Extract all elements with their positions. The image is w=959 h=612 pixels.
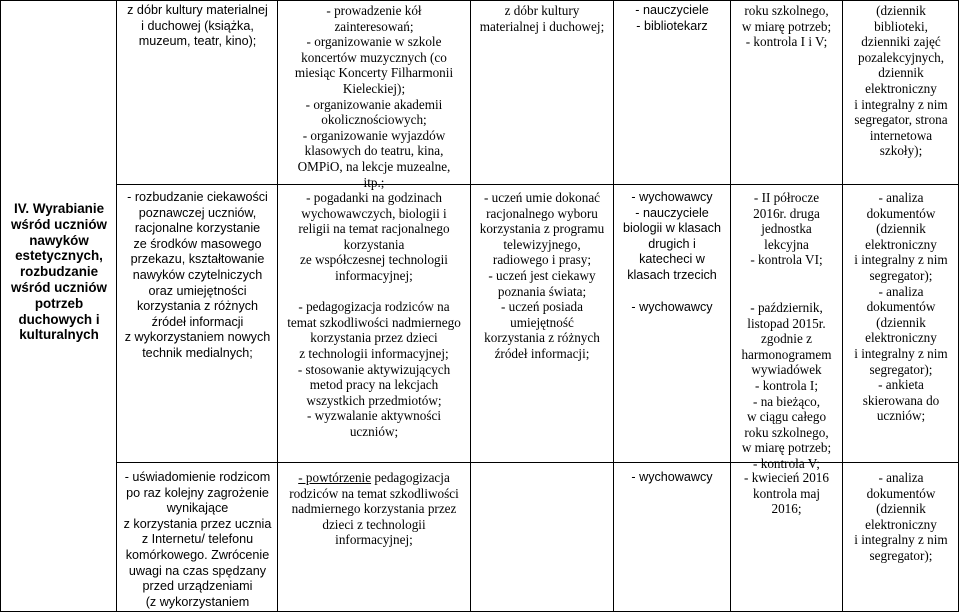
- responsible-text-1: - nauczyciele - bibliotekarz: [635, 3, 709, 33]
- activities-text-3: [280, 470, 468, 548]
- responsible-text-3: - wychowawcy: [631, 300, 713, 314]
- evaluation-text-2: - analiza dokumentów (dziennik elektroniczny i integralny z nim segregator); - analiza dokumentów (dziennik elektroniczny i integralny z nim segregator); - ankieta skierowana do uczniów;: [854, 190, 948, 424]
- responsible-text-4: - wychowawcy: [631, 470, 713, 484]
- outcome-text-1: z dóbr kultury materialnej i duchowej;: [479, 3, 605, 34]
- activities-text-3-rest: pedagogizacja rodziców na temat szkodliwości nadmiernego korzystania przez dzieci z technologii informacyjnej;: [289, 470, 459, 548]
- activities-text-2: - pogadanki na godzinach wychowawczych, biologii i religii na temat racjonalnego korzystania ze współczesnej technologii informacyjnej; - pedagogizacja rodziców na temat szkodliwości nadmiernego korzystania przez dzieci z technologii informacyjnej; - stosowanie aktywizujących metod pracy na lekcjach wszystkich przedmiotów; - wyzwalanie aktywności uczniów;: [287, 190, 461, 439]
- schedule-text-2: - II półrocze 2016r. druga jednostka lekcyjna - kontrola VI;: [750, 190, 823, 268]
- responsible-text-2: - wychowawcy - nauczyciele biologii w klasach drugich i katecheci w klasach trzecich: [622, 190, 721, 282]
- schedule-text-1: roku szkolnego, w miarę potrzeb; - kontrola I i V;: [741, 3, 832, 50]
- schedule-text-4: - kwiecień 2016 kontrola maj 2016;: [744, 470, 829, 517]
- goal-text-2: - rozbudzanie ciekawości poznawczej uczniów, racjonalne korzystanie ze środków masowego przekazu, kształtowanie nawyków czytelniczych oraz umiejętności korzystania z różnych źródeł informacji z wykorzystaniem nowych technik medialnych;: [124, 190, 271, 360]
- activities-text-1: - prowadzenie kół zainteresowań; - organizowanie w szkole koncertów muzycznych (co miesiąc Koncerty Filharmonii Kieleckiej); - organizowanie akademii okolicznościowych; - organizowanie wyjazdów klasowych do teatru, kina, OMPiO, na lekcje muzealne, itp.;: [294, 3, 454, 190]
- goal-text-1: z dóbr kultury materialnej i duchowej (książka, muzeum, teatr, kino);: [127, 3, 268, 49]
- repeat-marker: - powtórzenie: [298, 470, 372, 485]
- evaluation-text-3: - analiza dokumentów (dziennik elektroniczny i integralny z nim segregator);: [854, 470, 948, 563]
- goal-text-3: - uświadomienie rodzicom po raz kolejny zagrożenie wynikające z korzystania przez ucznia z Internetu/ telefonu komórkowego. Zwrócenie uwagi na czas spędzany przed urządzeniami (z wykorzystaniem: [123, 470, 272, 609]
- outcome-text-2: - uczeń umie dokonać racjonalnego wyboru korzystania z programu telewizyjnego, radiowego i prasy; - uczeń jest ciekawy poznania świata; - uczeń posiada umiejętność korzystania z różnych źródeł informacji;: [479, 190, 605, 361]
- schedule-text-3: - październik, listopad 2015r. zgodnie z harmonogramem wywiadówek - kontrola I; - na bieżąco, w ciągu całego roku szkolnego, w miarę potrzeb; - kontrola V;: [741, 300, 832, 471]
- section-heading: IV. Wyrabianie wśród uczniów nawyków estetycznych, rozbudzanie wśród uczniów potrzeb duchowych i kulturalnych: [11, 201, 107, 343]
- evaluation-text-1: (dziennik biblioteki, dzienniki zajęć pozalekcyjnych, dziennik elektroniczny i integralny z nim segregator, strona internetowa szkoły);: [854, 3, 948, 159]
